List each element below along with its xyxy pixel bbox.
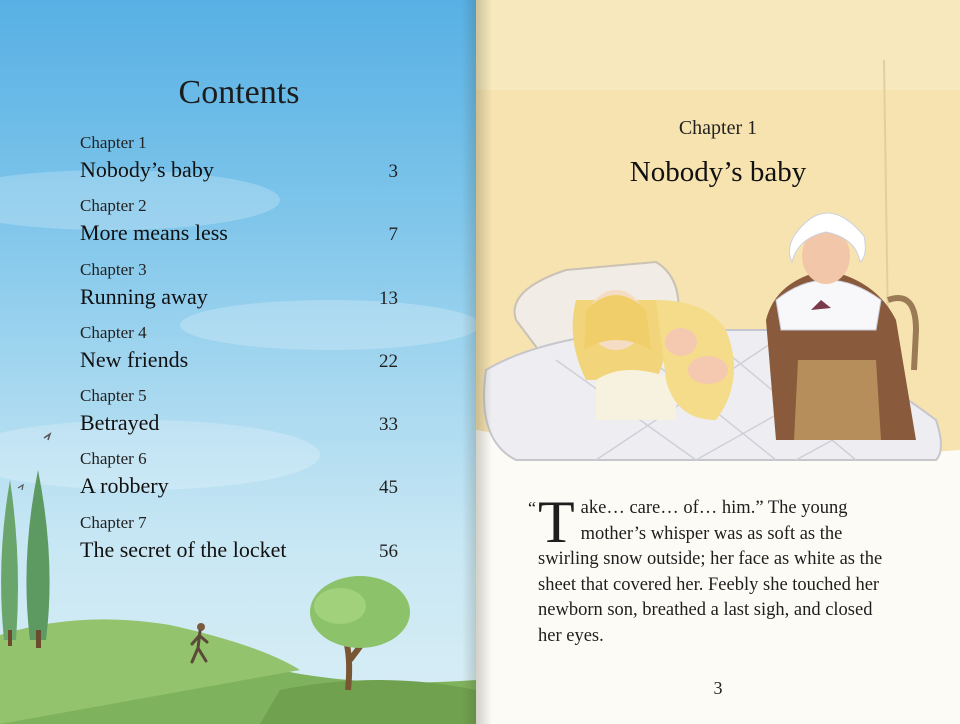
table-of-contents [80, 130, 400, 573]
bird-icon [44, 434, 50, 440]
toc-chapter-name: The secret of the locket [80, 536, 287, 562]
toc-page-number: 3 [388, 161, 398, 182]
toc-chapter-name: Betrayed [80, 410, 160, 436]
toc-chapter-label: Chapter 4 [80, 322, 147, 342]
toc-entry[interactable] [80, 320, 400, 383]
tree [1, 480, 18, 640]
opening-quote: “ [528, 498, 536, 518]
toc-chapter-name: A robbery [80, 473, 169, 499]
toc-chapter-name: More means less [80, 220, 228, 246]
story-paragraph [528, 489, 898, 649]
toc-entry[interactable] [80, 257, 400, 320]
toc-chapter-label: Chapter 6 [80, 449, 147, 469]
toc-chapter-label: Chapter 5 [80, 386, 147, 406]
toc-entry[interactable] [80, 193, 400, 256]
toc-chapter-label: Chapter 7 [80, 512, 147, 532]
contents-title: Contents [178, 74, 300, 111]
chapter-title: Nobody’s baby [629, 156, 807, 188]
contents-page [0, 0, 476, 724]
toc-entry[interactable] [80, 510, 400, 573]
chapter-page [476, 0, 960, 724]
toc-entry[interactable] [80, 383, 400, 446]
toc-entry[interactable] [80, 130, 400, 193]
toc-chapter-name: Nobody’s baby [80, 157, 214, 182]
toc-chapter-label: Chapter 1 [80, 133, 147, 152]
chapter-label: Chapter 1 [678, 117, 758, 139]
toc-chapter-name: New friends [80, 346, 189, 372]
toc-entry[interactable] [80, 446, 400, 509]
toc-page-number: 33 [379, 414, 398, 436]
toc-page-number: 22 [379, 350, 398, 372]
page-number: 3 [713, 678, 723, 698]
tree [26, 470, 49, 640]
toc-page-number: 56 [379, 540, 398, 562]
toc-page-number: 13 [379, 287, 398, 309]
bedroom-illustration [476, 0, 960, 480]
toc-chapter-label: Chapter 3 [80, 259, 147, 279]
toc-chapter-name: Running away [80, 283, 208, 309]
toc-page-number: 7 [388, 224, 398, 246]
toc-chapter-label: Chapter 2 [80, 196, 147, 216]
drop-cap: T [538, 489, 575, 555]
bird-icon [18, 485, 23, 490]
toc-page-number: 45 [379, 477, 398, 499]
story-text: ake… care… of… him.” The young mother’s whisper was as soft as the swirling snow outside; her face as white as the sheet that covered her. Feebly she touched her newborn son, breathed a last sigh, and closed her eyes. [538, 498, 883, 646]
